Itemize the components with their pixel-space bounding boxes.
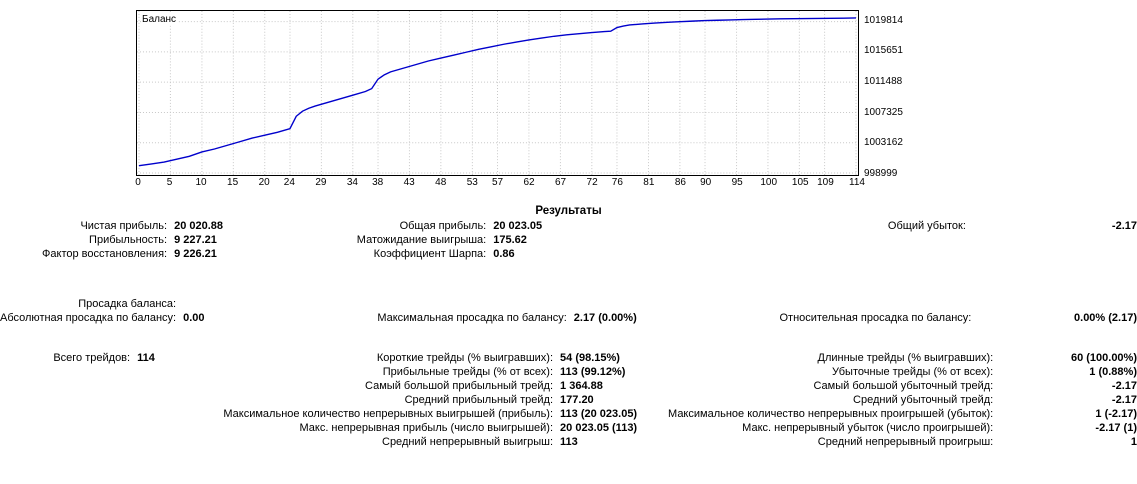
x-tick-label: 81: [643, 177, 655, 188]
x-tick-label: 43: [403, 177, 415, 188]
profit-trades-value: 113 (99.12%): [560, 366, 626, 378]
x-tick-label: 109: [817, 177, 834, 188]
max-consecutive-wins-label: Максимальное количество непрерывных выигрышей (прибыль):: [223, 408, 554, 420]
table-row: [0, 379, 1137, 393]
maximal-consecutive-loss-value: -2.17 (1): [1095, 422, 1137, 434]
empty-label: [631, 247, 973, 261]
relative-drawdown-label: Относительная просадка по балансу:: [779, 312, 972, 324]
long-trades-value: 60 (100.00%): [1070, 352, 1137, 364]
x-tick-label: 38: [372, 177, 384, 188]
y-tick-label: 1011488: [864, 76, 903, 88]
maximal-drawdown-value: 2.17 (0.00%): [573, 312, 637, 324]
x-tick-label: 57: [491, 177, 504, 188]
x-tick-label: 34: [346, 177, 358, 188]
y-tick-label: 1019814: [864, 14, 903, 26]
chart-legend: Баланс: [142, 14, 177, 25]
x-tick-label: 86: [674, 177, 686, 188]
x-tick-label: 48: [435, 177, 447, 188]
average-consecutive-wins-label: Средний непрерывный выигрыш:: [382, 436, 554, 448]
table-row: [0, 351, 1137, 365]
average-loss-trade-value: -2.17: [1111, 394, 1137, 406]
long-trades-label: Длинные трейды (% выигравших):: [817, 352, 994, 364]
results-title: Результаты: [535, 205, 602, 217]
x-tick-label: 72: [586, 177, 598, 188]
table-row: [0, 297, 1137, 311]
table-row: [0, 407, 1137, 421]
total-trades-value: 114: [137, 352, 155, 364]
gross-profit-label: Общая прибыль:: [399, 220, 487, 232]
table-row: [0, 365, 1137, 379]
gross-loss-value: -2.17: [1111, 220, 1137, 232]
drawdown-table: [0, 297, 1137, 325]
expected-payoff-value: 175.62: [493, 234, 527, 246]
relative-drawdown-value: 0.00% (2.17): [1074, 312, 1137, 324]
table-row: [0, 233, 1137, 247]
profit-factor-value: 9 227.21: [174, 234, 217, 246]
balance-curve: [137, 11, 858, 175]
average-loss-trade-label: Средний убыточный трейд:: [853, 394, 994, 406]
recovery-factor-value: 9 226.21: [174, 248, 217, 260]
recovery-factor-label: Фактор восстановления:: [42, 248, 168, 260]
largest-profit-trade-label: Самый большой прибыльный трейд:: [365, 380, 554, 392]
x-tick-label: 100: [760, 177, 778, 188]
short-trades-label: Короткие трейды (% выигравших):: [376, 352, 554, 364]
x-tick-label: 67: [555, 177, 567, 188]
total-trades-label: Всего трейдов:: [53, 352, 131, 364]
balance-drawdown-header: Просадка баланса:: [78, 298, 177, 310]
gross-loss-label: Общий убыток:: [887, 220, 966, 232]
maximal-consecutive-loss-label: Макс. непрерывный убыток (число проигрышей):: [742, 422, 994, 434]
max-consecutive-wins-value: 113 (20 023.05): [560, 408, 638, 420]
absolute-drawdown-value: 0.00: [183, 312, 205, 324]
max-consecutive-losses-value: 1 (-2.17): [1095, 408, 1137, 420]
net-profit-label: Чистая прибыль:: [80, 220, 168, 232]
y-tick-label: 1015651: [864, 45, 903, 57]
empty-label: [631, 233, 973, 247]
x-tick-label: 5: [166, 177, 173, 188]
largest-loss-trade-label: Самый большой убыточный трейд:: [813, 380, 994, 392]
y-tick-label: 1003162: [864, 137, 903, 149]
balance-chart: [135, 10, 903, 188]
largest-loss-trade-value: -2.17: [1111, 380, 1137, 392]
sharpe-ratio-value: 0.86: [493, 248, 515, 260]
maximal-consecutive-profit-label: Макс. непрерывная прибыль (число выигрышей):: [299, 422, 554, 434]
x-tick-label: 105: [791, 177, 809, 188]
average-consecutive-losses-value: 1: [1130, 436, 1137, 448]
table-row: [0, 421, 1137, 435]
y-tick-label: 1007325: [864, 106, 903, 118]
average-profit-trade-label: Средний прибыльный трейд:: [404, 394, 554, 406]
results-summary-table: [0, 219, 1137, 261]
x-tick-label: 15: [227, 177, 239, 188]
x-tick-label: 62: [523, 177, 535, 188]
average-consecutive-wins-value: 113: [560, 436, 578, 448]
x-tick-label: 0: [135, 177, 141, 188]
table-row: [0, 219, 1137, 233]
loss-trades-value: 1 (0.88%): [1089, 366, 1137, 378]
empty-value: [973, 247, 1137, 261]
maximal-drawdown-label: Максимальная просадка по балансу:: [377, 312, 567, 324]
table-row: [0, 247, 1137, 261]
loss-trades-label: Убыточные трейды (% от всех):: [832, 366, 994, 378]
short-trades-value: 54 (98.15%): [560, 352, 620, 364]
profit-factor-label: Прибыльность:: [89, 234, 168, 246]
y-tick-label: 998999: [864, 168, 898, 179]
x-tick-label: 90: [700, 177, 712, 188]
net-profit-value: 20 020.88: [174, 220, 224, 232]
x-tick-label: 114: [849, 177, 865, 188]
x-tick-label: 10: [195, 177, 207, 188]
x-tick-label: 95: [731, 177, 743, 188]
max-consecutive-losses-label: Максимальное количество непрерывных проигрышей (убыток):: [668, 408, 994, 420]
x-tick-label: 29: [315, 177, 327, 188]
chart-plot-area: [136, 10, 859, 176]
maximal-consecutive-profit-value: 20 023.05 (113): [560, 422, 638, 434]
sharpe-ratio-label: Коэффициент Шарпа:: [373, 248, 487, 260]
x-tick-label: 20: [258, 177, 270, 188]
table-row: [0, 435, 1137, 449]
chart-x-axis: [135, 177, 865, 190]
table-row: [0, 311, 1137, 325]
profit-trades-label: Прибыльные трейды (% от всех):: [382, 366, 554, 378]
absolute-drawdown-label: Абсолютная просадка по балансу:: [0, 312, 177, 324]
trades-table: [0, 351, 1137, 449]
largest-profit-trade-value: 1 364.88: [560, 380, 603, 392]
empty-value: [973, 233, 1137, 247]
table-row: [0, 393, 1137, 407]
x-tick-label: 53: [466, 177, 478, 188]
x-tick-label: 76: [611, 177, 623, 188]
expected-payoff-label: Матожидание выигрыша:: [356, 234, 487, 246]
average-profit-trade-value: 177.20: [560, 394, 594, 406]
x-tick-label: 24: [283, 177, 295, 188]
average-consecutive-losses-label: Средний непрерывный проигрыш:: [817, 436, 994, 448]
chart-y-axis: [864, 10, 924, 179]
gross-profit-value: 20 023.05: [493, 220, 543, 232]
